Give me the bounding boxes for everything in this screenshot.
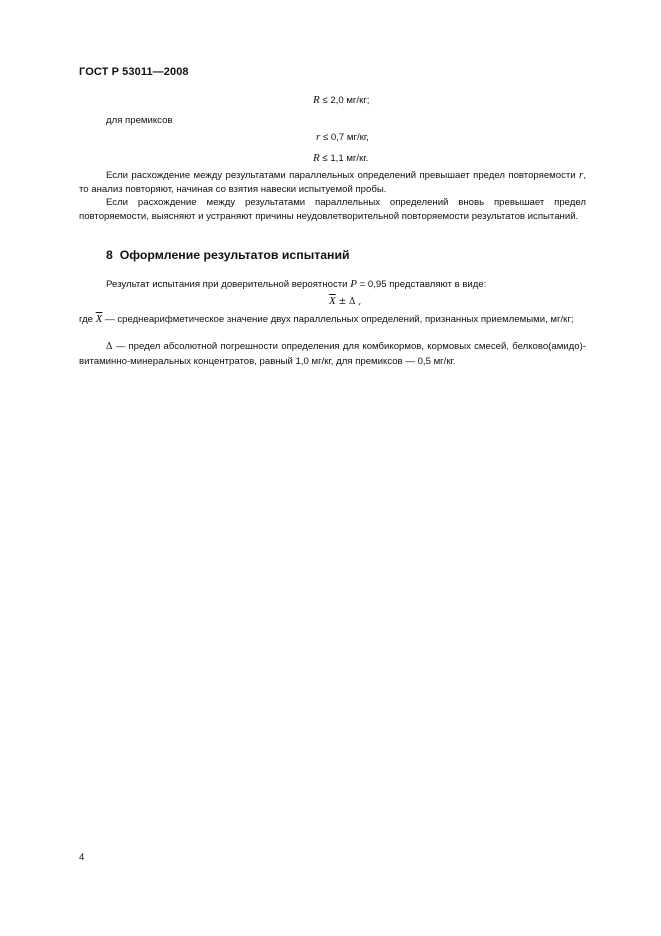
definition-delta bbox=[79, 340, 586, 368]
formula-text: ≤ 1,1 мг/кг. bbox=[319, 153, 369, 164]
formula-text: ≤ 2,0 мг/кг; bbox=[319, 95, 370, 106]
paragraph-text: , то анализ повторяют, начиная со взятия навески испытуемой пробы. bbox=[79, 170, 586, 195]
formula-variable: R bbox=[313, 152, 320, 164]
formula-text: ± Δ , bbox=[335, 297, 362, 307]
standard-header: ГОСТ Р 53011—2008 bbox=[79, 66, 189, 78]
formula-text: ≤ 0,7 мг/кг, bbox=[320, 132, 369, 143]
definition-text: — предел абсолютной погрешности определения для комбикормов, кормовых смесей, белково(амидо)-витаминно-минеральных концентратов, равный 1,0 мг/кг, для премиксов — 0,5 мг/кг. bbox=[79, 341, 586, 367]
formula-R-premix bbox=[313, 152, 368, 164]
paragraph-result-form bbox=[106, 278, 486, 290]
premix-label: для премиксов bbox=[106, 115, 173, 126]
section-heading bbox=[106, 248, 350, 262]
formula-r-premix bbox=[316, 131, 369, 143]
paragraph-text: = 0,95 представляют в виде: bbox=[356, 279, 487, 290]
formula-variable: r bbox=[579, 169, 584, 181]
formula-variable: R bbox=[313, 94, 320, 106]
formula-R-general bbox=[313, 94, 369, 106]
mean-symbol: $\overline{X}$ bbox=[95, 313, 103, 325]
mean-symbol: $\overline{X}$ bbox=[329, 295, 336, 307]
page-number: 4 bbox=[79, 852, 85, 863]
paragraph-text: Если расхождение между результатами параллельных определений превышает предел повторяемости bbox=[106, 170, 580, 181]
formula-variable: r bbox=[316, 131, 321, 143]
definition-prefix: где bbox=[79, 314, 96, 325]
definition-text: — среднеарифметическое значение двух параллельных определений, признанных приемлемыми, мг/кг; bbox=[102, 314, 574, 325]
paragraph-text: Результат испытания при доверительной вероятности bbox=[106, 279, 351, 290]
section-number: 8 bbox=[106, 248, 113, 262]
paragraph-repeat-again: Если расхождение между результатами параллельных определений вновь превышает предел повторяемости, выясняют и устраняют причины неудовлетворительной повторяемости результатов испытаний. bbox=[79, 197, 586, 222]
delta-symbol: Δ bbox=[106, 342, 113, 352]
section-title-text: Оформление результатов испытаний bbox=[119, 248, 350, 262]
result-formula bbox=[329, 295, 361, 307]
paragraph-repeatability bbox=[79, 169, 586, 196]
formula-variable: P bbox=[350, 278, 357, 290]
definition-mean bbox=[79, 313, 586, 327]
